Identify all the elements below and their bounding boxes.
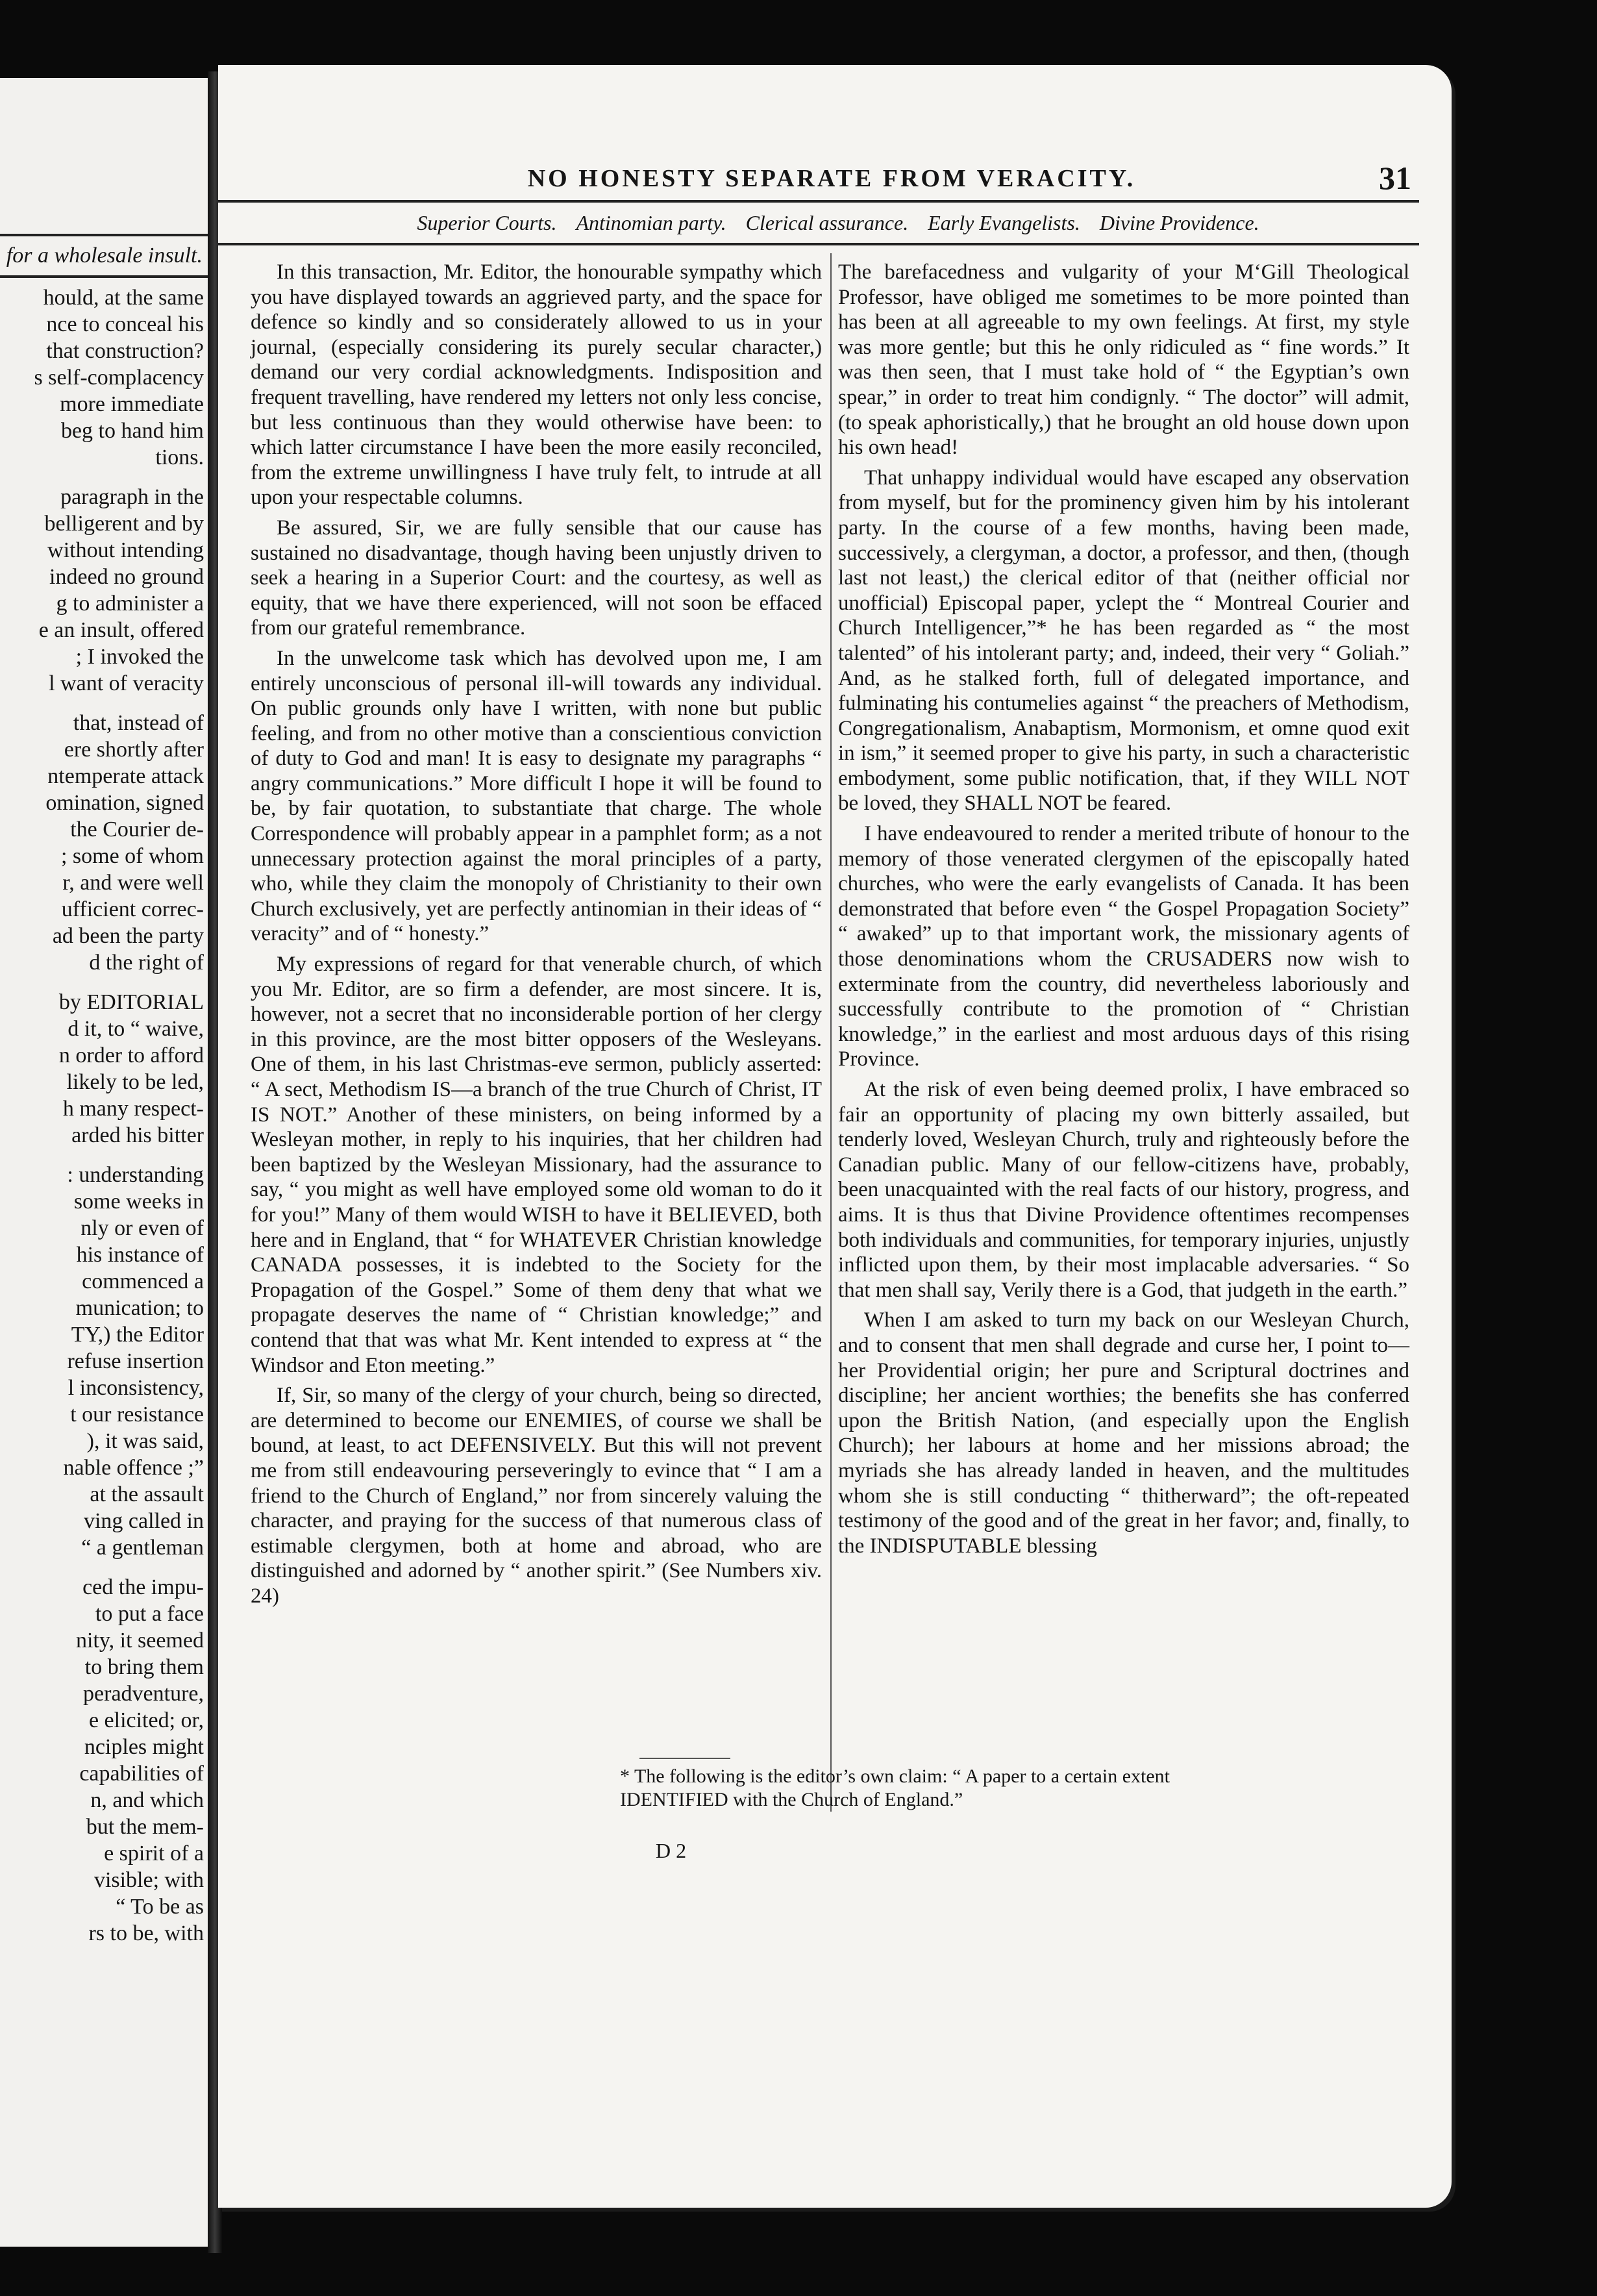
previous-page-line: visible; with — [93, 1868, 204, 1892]
footnote: * The following is the editor’s own claim: “ A paper to a certain extent IDENTIFIED with the Church of England.” — [620, 1766, 1170, 1810]
paragraph: In this transaction, Mr. Editor, the honourable sympathy which you have displayed towards an aggrieved party, and the space for defence so kindly and so considerately allowed to us in your journal, (especially considering its purely secular character,) demand our very cordial acknowledgments. Indisposition and frequent travelling, have rendered my letters not only less concise, but less continuous than they would otherwise have been: to which latter circumstance I have been the more easily reconciled, from the extreme unwillingness I have truly felt, to intrude at all upon your respectable columns. — [251, 260, 822, 510]
previous-page-line: peradventure, — [83, 1682, 204, 1706]
previous-page-line: nly or even of — [80, 1216, 204, 1240]
paragraph: In the unwelcome task which has devolved upon me, I am entirely unconscious of personal ill-will towards any individual. On public grounds only have I written, with none but public feeling, and from no other motive than a conscientious conviction of duty to God and man! It is easy to designate my paragraphs “ angry communications.” More difficult I hope it will be found to be, by fair quotation, to substantiate that charge. The whole Correspondence will probably appear in a pamphlet form; as a not unnecessary protection against the moral principles of a party, who, while they claim the monopoly of Christianity to their own Church exclusively, yet are perfectly antinomian in their ideas of “ veracity” and of “ honesty.” — [251, 646, 822, 946]
paragraph: If, Sir, so many of the clergy of your church, being so directed, are determined to become our ENEMIES, of course we shall be bound, at least, to act DEFENSIVELY. But this will not prevent me from still endeavouring perseveringly to evince that “ I am a friend to the Church of England,” nor from sincerely valuing the character, and praying for the success of that numerous class of estimable clergymen, both at home and abroad, who are distinguished and adorned by “ another spirit.” (See Numbers xiv. 24) — [251, 1384, 822, 1608]
previous-page-line: to put a face — [95, 1602, 204, 1626]
paragraph: The barefacedness and vulgarity of your M‘Gill Theological Professor, have obliged me sometimes to be more pointed than has been at all agreeable to my own feelings. At first, my style was more gentle; but this he only ridiculed as “ fine words.” It was then seen, that I must take hold of “ the Egyptian’s own spear,” in order to treat him condignly. “ The doctor” will admit, (to speak aphoristically,) that he brought an old house down upon his own head! — [838, 260, 1409, 460]
previous-page-line: commenced a — [82, 1269, 204, 1293]
subject-heading: Superior Courts. — [417, 211, 557, 234]
previous-page-line: arded his bitter — [71, 1123, 204, 1147]
text-column-left — [251, 260, 822, 1614]
previous-page-line: the Courier de- — [70, 817, 204, 842]
previous-page-line: ntemperate attack — [47, 764, 204, 788]
line-gap — [0, 976, 204, 989]
previous-page-line: “ To be as — [116, 1895, 204, 1919]
previous-page-line: some weeks in — [73, 1190, 204, 1214]
previous-page-line: nable offence ;” — [63, 1456, 204, 1480]
subject-heading: Divine Providence. — [1099, 211, 1259, 234]
previous-page-line: n, and which — [90, 1788, 204, 1812]
paragraph: That unhappy individual would have escaped any observation from myself, but for the prominency given him by his intolerant party. In the course of a few months, having been made, successively, a clergyman, a doctor, a professor, and then, (though last not least,) the clerical editor of that (neither official nor unofficial) Episcopal paper, yclept the “ Montreal Courier and Church Intelligencer,”* he has been regarded as “ the most talented” of his intolerant party; and, indeed, their very “ Goliah.” And, as he stalked forth, full of delegated importance, and fulminating his contumelies against “ the preachers of Methodism, Congregationalism, Anabaptism, Mormonism, et omne quod exit in ism,” it seemed proper to give his party, in such a characteristic embodyment, some public notification, that, if they WILL NOT be loved, they SHALL NOT be feared. — [838, 466, 1409, 816]
previous-page-line: more immediate — [60, 392, 204, 416]
previous-page-line: munication; to — [75, 1296, 204, 1320]
previous-page-line: h many respect- — [62, 1097, 204, 1121]
previous-page-line: g to administer a — [56, 592, 204, 616]
previous-page-line: s self-complacency — [34, 366, 204, 390]
paragraph: When I am asked to turn my back on our Wesleyan Church, and to consent that men shall degrade and curse her, I point to—her Providential origin; her pure and Scriptural doctrines and discipline; her ancient worthies; the benefits she has conferred upon the British Nation, (and especially upon the English Church); her labours at home and her missions abroad; the myriads she has already landed in heaven, and the multitudes whom she is still conducting “ thitherward”; the oft-repeated testimony of the good and of the great in her favor; and, finally, to the INDISPUTABLE blessing — [838, 1308, 1409, 1558]
previous-page-line: ; some of whom — [60, 844, 204, 868]
previous-page-line: ced the impu- — [82, 1575, 204, 1599]
previous-page-line: that construction? — [46, 339, 204, 363]
previous-page-line: capabilities of — [79, 1762, 204, 1786]
line-gap — [0, 471, 204, 484]
previous-page-line: indeed no ground — [49, 565, 204, 589]
line-gap — [0, 697, 204, 710]
paragraph: At the risk of even being deemed prolix, I have embraced so fair an opportunity of placing my own bitterly assailed, but tenderly loved, Wesleyan Church, truly and righteously before the Canadian public. Many of our fellow-citizens have, probably, been unacquainted with the real facts of our history, progress, and aims. It is thus that Divine Providence oftentimes recompenses both individuals and communities, for temporary injuries, unjustly inflicted upon them, by their most implacable adversaries. “ So that men shall say, Verily there is a God, that judgeth in the earth.” — [838, 1078, 1409, 1302]
previous-page-line: : understanding — [67, 1163, 204, 1187]
previous-page-line: rs to be, with — [88, 1921, 204, 1945]
previous-page-line: l inconsistency, — [68, 1376, 204, 1400]
subject-heading: Early Evangelists. — [928, 211, 1080, 234]
previous-page-line: ad been the party — [52, 924, 204, 948]
signature-mark: D 2 — [656, 1839, 687, 1862]
previous-page-line: ving called in — [83, 1509, 204, 1533]
previous-page-line: “ a gentleman — [81, 1536, 204, 1560]
previous-page-line: likely to be led, — [66, 1070, 204, 1094]
previous-page-fragment — [0, 78, 210, 2247]
previous-page-line: e spirit of a — [104, 1841, 204, 1866]
previous-page-line: ; I invoked the — [75, 645, 204, 669]
previous-page-line: r, and were well — [62, 871, 204, 895]
previous-page-line: tions. — [155, 445, 204, 469]
previous-page-line: that, instead of — [73, 711, 204, 735]
running-head — [218, 159, 1452, 195]
previous-page-line: e elicited; or, — [88, 1708, 204, 1732]
previous-page-line: ufficient correc- — [61, 897, 204, 921]
column-divider — [830, 253, 832, 1812]
previous-page-line: beg to hand him — [60, 419, 204, 443]
previous-page-line: t our resistance — [70, 1403, 204, 1427]
header-rule — [218, 200, 1419, 203]
previous-page-line: nce to conceal his — [46, 312, 204, 336]
previous-page-line: e an insult, offered — [38, 618, 204, 642]
previous-page-line: nity, it seemed — [75, 1628, 204, 1653]
previous-page-line: to bring them — [84, 1655, 204, 1679]
previous-page-line: ), it was said, — [86, 1429, 204, 1453]
paragraph: My expressions of regard for that venerable church, of which you Mr. Editor, are so firm a defender, are most sincere. It is, however, not a secret that no inconsiderable portion of her clergy in this province, are the most bitter opposers of the Wesleyans. One of them, in his last Christmas-eve sermon, publicly asserted: “ A sect, Methodism IS—a branch of the true Church of Christ, IT IS NOT.” Another of these ministers, on being informed by a Wesleyan mother, in reply to his inquiries, that her children had been baptized by the Wesleyan Missionary, had the assurance to say, “ you might as well have employed some old woman to do it for you!” Many of them would WISH to have it BELIEVED, both here and in England, that “ for WHATEVER Christian knowledge CANADA possesses, it is indebted to the Society for the Propagation of the Gospel.” Some of them deny that what we propagate deserves the name of “ Christian knowledge;” and contend that that was what Mr. Kent intended to express at “ the Windsor and Eton meeting.” — [251, 953, 822, 1377]
previous-page-line: refuse insertion — [67, 1349, 204, 1373]
previous-page-line: l want of veracity — [49, 671, 204, 695]
previous-page-line: TY,) the Editor — [71, 1323, 204, 1347]
subject-heading: Clerical assurance. — [745, 211, 909, 234]
page-number: 31 — [1379, 160, 1411, 196]
paragraph: Be assured, Sir, we are fully sensible that our cause has sustained no disadvantage, though having been unjustly driven to seek a hearing in a Superior Court: and the courtesy, as well as equity, that we have there experienced, will not soon be effaced from our grateful remembrance. — [251, 516, 822, 640]
previous-page-line: belligerent and by — [44, 512, 204, 536]
line-gap — [0, 1561, 204, 1574]
paragraph: I have endeavoured to render a merited tribute of honour to the memory of those venerated clergymen of the episcopally hated churches, who were the early evangelists of Canada. It has been demonstrated that before even “ the Gospel Propagation Society” “ awaked” up to that important work, the missionary agents of those denominations whom the CRUSADERS now wish to exterminate from the country, did nevertheless laboriously and successfully contribute to the promotion of “ Christian knowledge,” in the earliest and most arduous days of this rising Province. — [838, 822, 1409, 1071]
previous-page-line: at the assault — [90, 1482, 204, 1506]
previous-page-line: without intending — [47, 538, 204, 562]
previous-page-text — [0, 284, 204, 1947]
subject-headings — [218, 204, 1419, 245]
previous-page-line: paragraph in the — [60, 485, 204, 509]
previous-page-line: his instance of — [76, 1243, 204, 1267]
previous-page-line: but the mem- — [86, 1815, 204, 1839]
previous-page-line: d the right of — [89, 951, 204, 975]
previous-page-line: by EDITORIAL — [58, 990, 204, 1014]
previous-page-line: nciples might — [84, 1735, 204, 1759]
line-gap — [0, 1149, 204, 1162]
subject-heading: Antinomian party. — [576, 211, 726, 234]
previous-page-header: for a wholesale insult. — [0, 234, 208, 278]
previous-page-line: d it, to “ waive, — [68, 1017, 204, 1041]
book-page — [218, 65, 1452, 2208]
running-title: NO HONESTY SEPARATE FROM VERACITY. — [527, 165, 1136, 192]
previous-page-line: ere shortly after — [64, 738, 204, 762]
previous-page-line: n order to afford — [58, 1043, 204, 1067]
text-column-right — [838, 260, 1409, 1564]
previous-page-line: omination, signed — [45, 791, 204, 815]
footnote-rule — [639, 1758, 730, 1759]
previous-page-line: hould, at the same — [43, 286, 204, 310]
